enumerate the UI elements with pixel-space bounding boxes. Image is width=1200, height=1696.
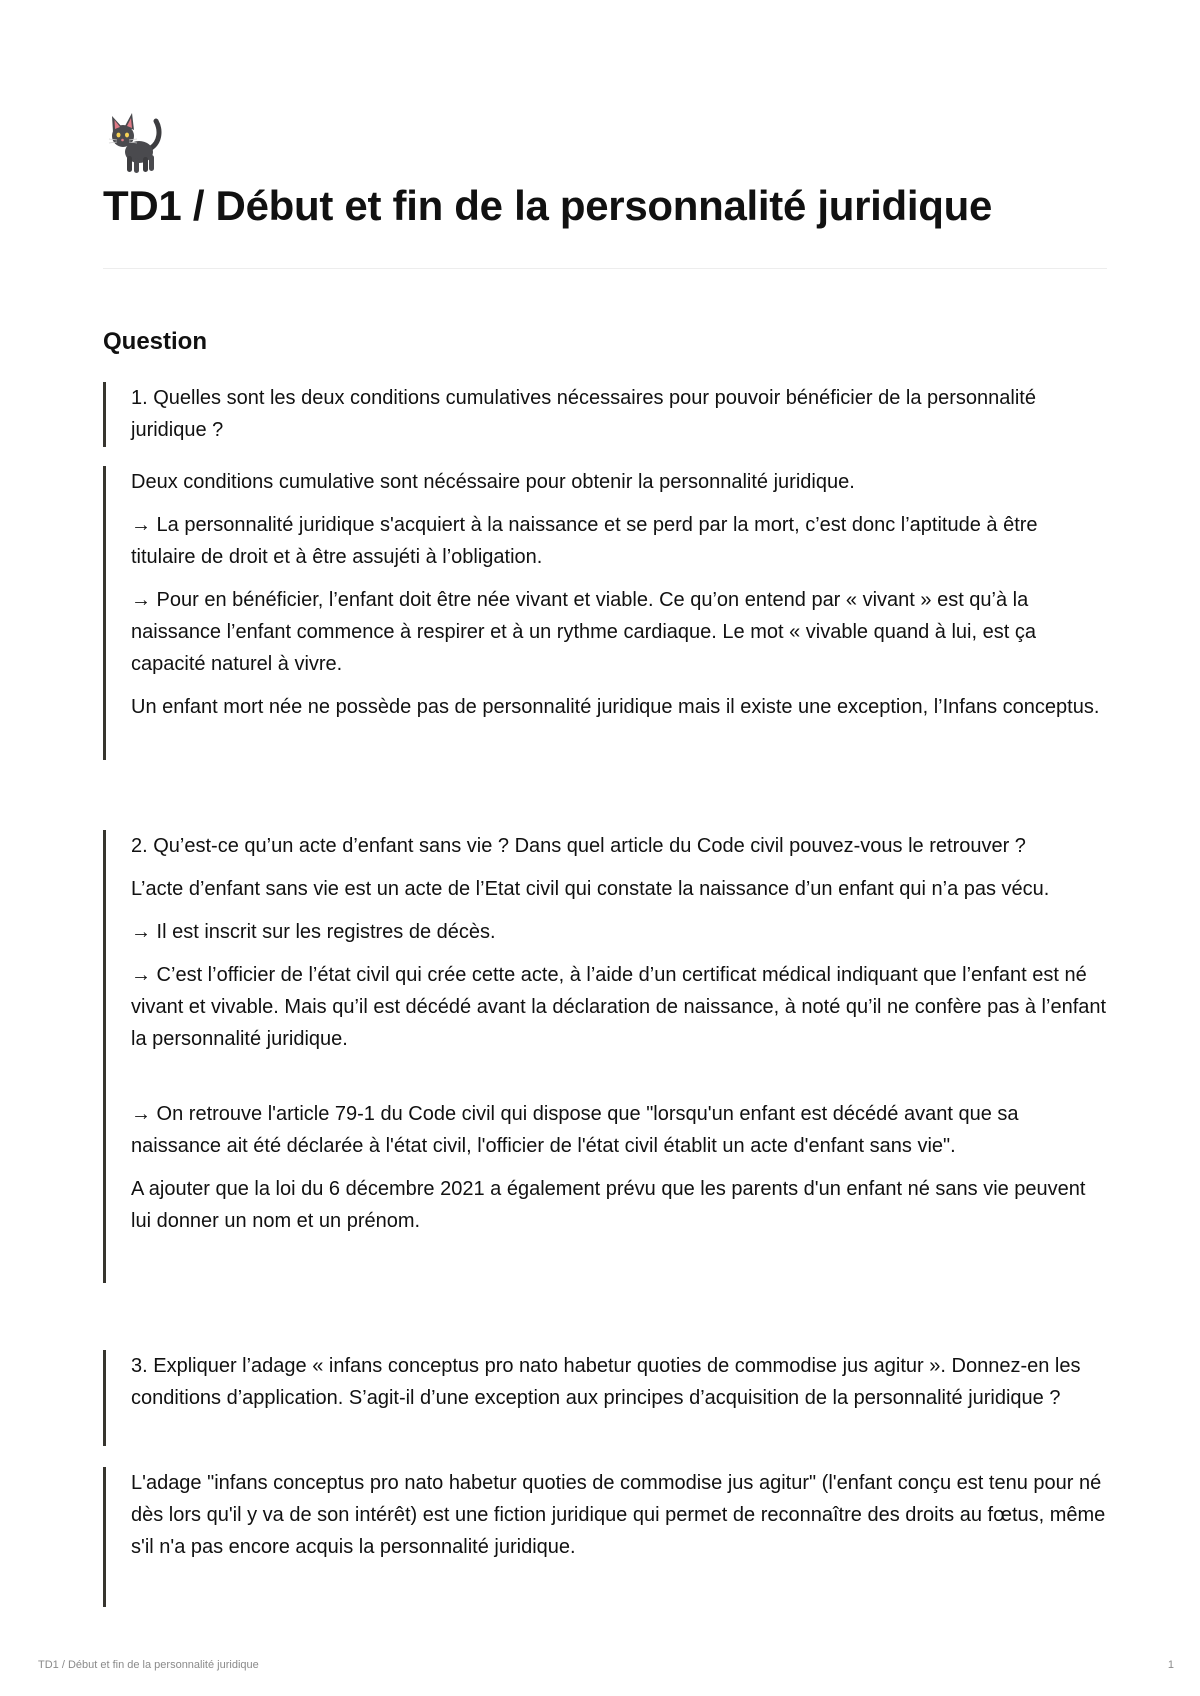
answer-1-paragraph: Deux conditions cumulative sont nécéssaire pour obtenir la personnalité juridique. xyxy=(131,471,855,493)
answer-1-paragraph: Un enfant mort née ne possède pas de personnalité juridique mais il existe une exception, l’Infans conceptus. xyxy=(131,696,1100,718)
answer-2-paragraph: → C’est l’officier de l’état civil qui crée cette acte, à l’aide d’un certificat médical indiquant que l’enfant est né vivant et vivable. Mais qu’il est décédé avant la déclaration de naissance, à noté qu’il ne confère pas à l’enfant la personnalité juridique. xyxy=(131,964,1107,1050)
question-2-text: 2. Qu’est-ce qu’un acte d’enfant sans vie ? Dans quel article du Code civil pouvez-vous le retrouver ? xyxy=(131,835,1026,857)
question-1-text: 1. Quelles sont les deux conditions cumulatives nécessaires pour pouvoir bénéficier de la personnalité juridique ? xyxy=(131,387,1036,441)
section-heading: Question xyxy=(103,328,208,355)
answer-2-paragraph: → On retrouve l'article 79-1 du Code civil qui dispose que "lorsqu'un enfant est décédé avant que sa naissance ait été déclarée à l'état civil, l'officier de l'état civil établit un acte d'enfant sans vie". xyxy=(131,1103,1019,1157)
page-title: TD1 / Début et fin de la personnalité juridique xyxy=(103,182,993,229)
footer-page-number: 1 xyxy=(1167,1659,1174,1671)
answer-1-paragraph: → La personnalité juridique s'acquiert à la naissance et se perd par la mort, c’est donc l’aptitude à être titulaire de droit et à être assujéti à l’obligation. xyxy=(131,514,1038,568)
answer-2-paragraph: A ajouter que la loi du 6 décembre 2021 a également prévu que les parents d'un enfant né sans vie peuvent lui donner un nom et un prénom. xyxy=(131,1178,1086,1232)
answer-3-paragraph: L'adage "infans conceptus pro nato habetur quoties de commodise jus agitur" (l'enfant conçu est tenu pour né dès lors qu'il y va de son intérêt) est une fiction juridique qui permet de reconnaître des droits au fœtus, même s'il n'a pas encore acquis la personnalité juridique. xyxy=(131,1472,1106,1558)
answer-1-block xyxy=(103,466,1107,760)
footer-title: TD1 / Début et fin de la personnalité juridique xyxy=(38,1659,259,1671)
question-3-block xyxy=(103,1350,1107,1446)
answer-2-paragraph: L’acte d’enfant sans vie est un acte de l’Etat civil qui constate la naissance d’un enfant qui n’a pas vécu. xyxy=(131,878,1050,900)
title-divider xyxy=(103,268,1107,269)
question-3-text: 3. Expliquer l’adage « infans conceptus pro nato habetur quoties de commodise jus agitur ». Donnez-en les conditions d’application. S’agit-il d’une exception aux principes d’acquisition de la personnalité juridique ? xyxy=(131,1355,1081,1409)
answer-2-paragraph: → Il est inscrit sur les registres de décès. xyxy=(131,921,496,943)
answer-1-paragraph: → Pour en bénéficier, l’enfant doit être née vivant et viable. Ce qu’on entend par « vivant » est qu’à la naissance l’enfant commence à respirer et à un rythme cardiaque. Le mot « vivable quand à lui, est ça capacité naturel à vivre. xyxy=(131,589,1036,675)
black-cat-icon xyxy=(105,108,167,176)
answer-3-block xyxy=(103,1467,1107,1607)
question-1-block xyxy=(103,382,1107,447)
question-2-block xyxy=(103,830,1107,1283)
